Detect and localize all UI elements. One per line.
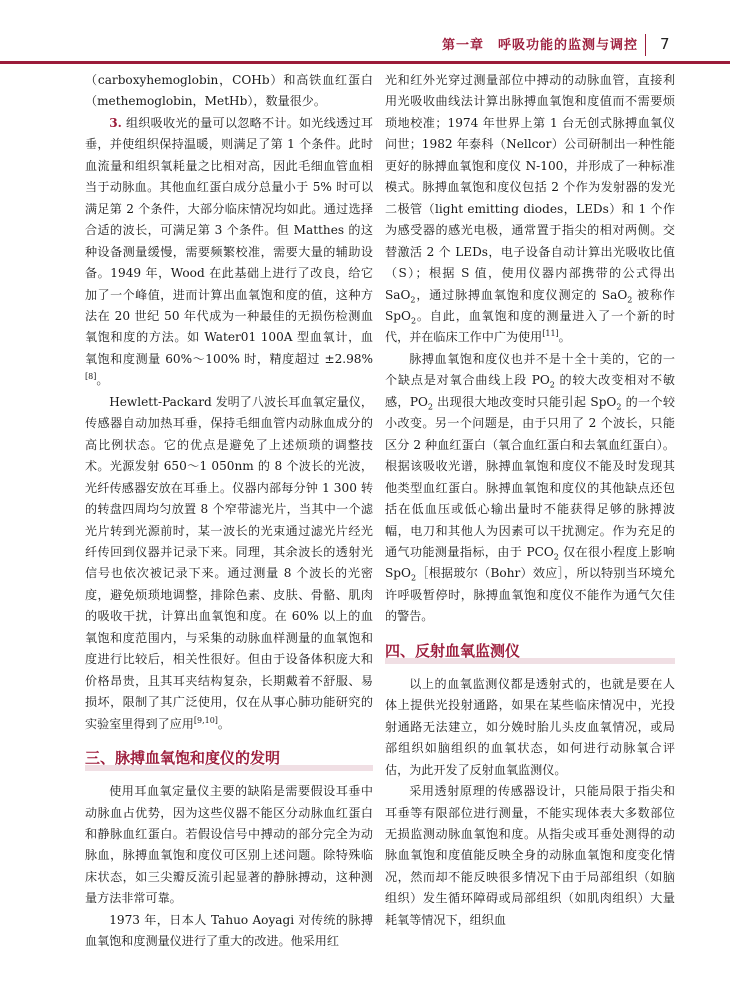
paragraph-end: 。 bbox=[217, 716, 231, 731]
paragraph-text: 的一个较小改变。另一个问题是，由于只用了 2 个波长，只能区分 2 种血红蛋白（氧合血红蛋白和去氧血红蛋白）。根据该吸收光谱，脉搏血氧饱和度仪不能及时发现其他类型血红蛋白。脉搏血氧饱和度仪的其他缺点还包括在低血压或低心输出量时不能获得足够的脉搏波幅，电刀和其他人为因素可以干扰测定。作为充足的通气功能测量指标，由于 PCO bbox=[385, 394, 675, 559]
paragraph-text: 光和红外光穿过测量部位中搏动的动脉血管，直接利用光吸收曲线法计算出脉搏血氧饱和度值而不需要烦琐地校准；1974 年世界上第 1 台无创式脉搏血氧仪问世；1982 年泰科（Nellcor）公司研制出一种性能更好的脉搏血氧饱和度仪 N-100，并形成了一种标准模式。脉搏血氧饱和度仪包括 2 个作为发射器的发光二极管（light emitting diodes，LEDs）和 1 个作为感受器的感光电极，通常置于指尖的相对两侧。交替激活 2 个 LEDs，电子设备自动计算出光吸收比值（S）；根据 S 值，使用仪器内部携带的公式得出 SaO bbox=[385, 73, 675, 302]
subscript: 2 bbox=[553, 552, 559, 562]
left-column bbox=[85, 70, 373, 953]
subscript: 2 bbox=[410, 316, 417, 326]
subscript: 2 bbox=[616, 402, 622, 412]
paragraph-text: 的较大改变相对不敏感，PO bbox=[385, 373, 675, 409]
subscript: 2 bbox=[427, 402, 433, 412]
paragraph-end: 。 bbox=[96, 373, 109, 388]
paragraph-text: ，通过脉搏血氧饱和度仪测定的 SaO bbox=[415, 287, 628, 302]
paragraph: 1973 年，日本人 Tahuo Aoyagi 对传统的脉搏血氧饱和度测量仪进行了重大的改进。他采用红 bbox=[85, 912, 373, 949]
right-column bbox=[385, 70, 675, 931]
list-number: 3. bbox=[109, 115, 122, 130]
paragraph: （carboxyhemoglobin，COHb）和高铁血红蛋白（methemoglobin，MetHb），数量很少。 bbox=[85, 73, 373, 109]
paragraph-text: 出现很大地改变时只能引起 SpO bbox=[433, 394, 617, 409]
chapter-title: 第一章 呼吸功能的监测与调控 bbox=[441, 38, 638, 53]
page-header bbox=[0, 0, 730, 62]
paragraph-text: 组织吸收光的量可以忽略不计。如光线透过耳垂，并使组织保持温暖，则满足了第 1 个条件。此时血流量和组织氧耗量之比相对高，因此毛细血管血相当于动脉血。其他血红蛋白成分总量小于 5% 时可以满足第 2 个条件，大部分临床情况均如此。通过选择合适的波长，可满足第 3 个条件。但 Matthes 的这种设备测量缓慢，需要频繁校准，需要大量的辅助设备。1949 年，Wood 在此基础上进行了改良，给它加了一个峰值，进而计算出血氧饱和度的值，这种方法在 20 世纪 50 年代成为一种最佳的无损伤检测血氧饱和度的方法。如 Water01 100A 型血氧计，血氧饱和度测量 60%～100% 时，精度超过 ±2.98% bbox=[85, 115, 373, 366]
paragraph-text: Hewlett-Packard 发明了八波长耳血氧定量仪，传感器自动加热耳垂，保持毛细血管内动脉血成分的高比例状态。它的优点是避免了上述烦琐的调整技术。光源发射 650～1 050nm 的 8 个波长的光波，光纤传感器安放在耳垂上。仪器内部每分钟 1 300 转的转盘四周均匀放置 8 个窄带滤光片，当其中一个滤光片转到光源前时，某一波长的光束通过滤光片经光纤传回到仪器并记录下来。同理，其余波长的透射光信号也依次被记录下来。通过测量 8 个波长的光密度，避免烦琐地调整，排除色素、皮肤、骨骼、肌肉的吸收干扰，计算出血氧饱和度。在 60% 以上的血氧饱和度范围内，与采集的动脉血样测量的血氧饱和度进行比较后，相关性很好。但由于设备体积庞大和价格昂贵，且其耳夹结构复杂，长期戴着不舒服、易损坏，限制了其广泛使用，仅在从事心肺功能研究的实验室里得到了应用 bbox=[85, 394, 373, 731]
paragraph bbox=[385, 349, 675, 628]
paragraph: 使用耳血氧定量仪主要的缺陷是需要假设耳垂中动脉血占优势，因为这些仪器不能区分动脉血红蛋白和静脉血红蛋白。若假设信号中搏动的部分完全为动脉血，脉搏血氧饱和度仪可区别上述问题。除特殊临床状态，如三尖瓣反流引起显著的静脉搏动，这种测量方法非常可靠。 bbox=[85, 784, 373, 906]
page-number: 7 bbox=[660, 35, 670, 53]
citation: [8] bbox=[85, 372, 97, 382]
citation: [9,10] bbox=[193, 715, 218, 725]
paragraph-text: ［根据玻尔（Bohr）效应］，所以特别当环境允许呼吸暂停时，脉搏血氧饱和度仪不能作为通气欠佳的警告。 bbox=[385, 566, 675, 624]
paragraph-text: 被称作 SpO bbox=[385, 287, 675, 323]
subscript: 2 bbox=[410, 294, 416, 304]
section-heading: 三、脉搏血氧饱和度仪的发明 bbox=[85, 747, 373, 771]
subscript: 2 bbox=[627, 294, 633, 304]
header-rule bbox=[0, 61, 730, 64]
paragraph-text: 。自此，血氧饱和度的测量进入了一个新的时代，并在临床工作中广为使用 bbox=[385, 308, 675, 345]
paragraph bbox=[85, 113, 373, 392]
paragraph bbox=[85, 392, 373, 735]
subscript: 2 bbox=[410, 573, 417, 583]
subscript: 2 bbox=[549, 380, 555, 390]
paragraph-end: 。 bbox=[558, 330, 571, 345]
paragraph-text: 脉搏血氧饱和度仪也并不是十全十美的，它的一个缺点是对氧合曲线上段 PO bbox=[385, 351, 675, 388]
paragraph: 以上的血氧监测仪都是透射式的，也就是要在人体上提供光投射通路，如果在某些临床情况中，光投射通路无法建立，如分娩时胎儿头皮血氧情况，或局部组织如脑组织的血氧状态，如何进行动脉氧合评估，为此开发了反射血氧监测仪。 bbox=[385, 676, 675, 777]
paragraph-text: 仅在很小程度上影响 SpO bbox=[385, 544, 675, 581]
paragraph: 采用透射原理的传感器设计，只能局限于指尖和耳垂等有限部位进行测量，不能实现体表大多数部位无损监测动脉血氧饱和度。从指尖或耳垂处测得的动脉血氧饱和度值能反映全身的动脉血氧饱和度变化情况，然而却不能反映很多情况下由于局部组织（如脑组织）发生循环障碍或局部组织（如肌肉组织）大量耗氧等情况下，组织血 bbox=[385, 784, 675, 927]
header-separator bbox=[645, 34, 646, 56]
section-heading: 四、反射血氧监测仪 bbox=[385, 640, 675, 664]
paragraph bbox=[385, 70, 675, 349]
citation: [11] bbox=[542, 329, 559, 339]
